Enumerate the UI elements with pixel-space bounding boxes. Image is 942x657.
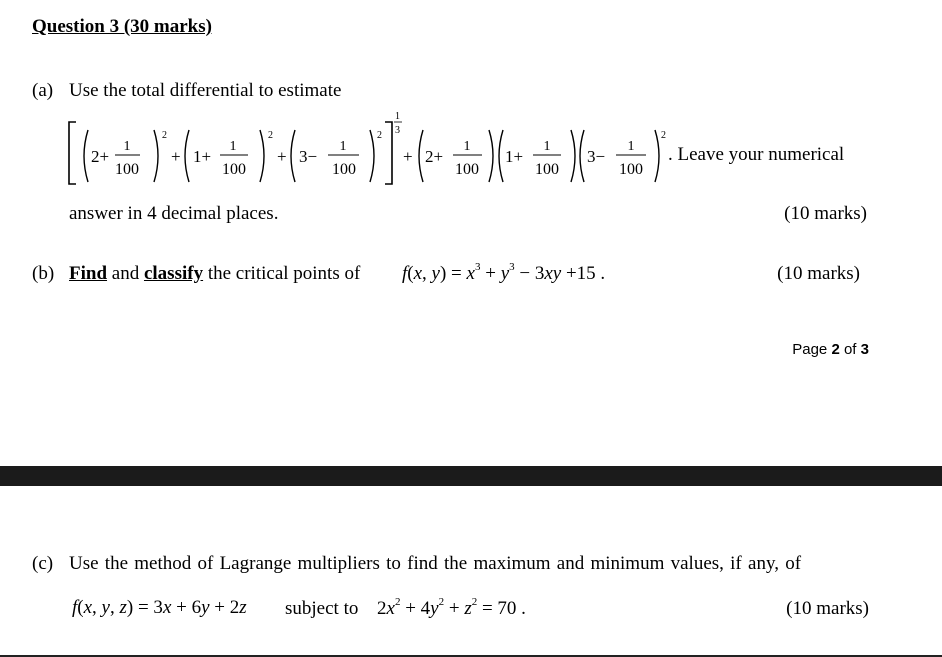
- prod1-num: 1: [463, 139, 471, 154]
- part-a-intro: Use the total differential to estimate: [69, 80, 342, 101]
- term1-exp: 2: [162, 130, 167, 141]
- part-a-expression: [62, 108, 672, 188]
- term3-den: 100: [332, 161, 356, 178]
- part-b-text: [69, 263, 360, 285]
- of-word: of: [843, 341, 857, 358]
- plus-3: +: [403, 147, 413, 166]
- and-word: and: [111, 263, 140, 284]
- page-total: 3: [860, 341, 869, 358]
- term1-num: 1: [123, 139, 131, 154]
- prod3-den: 100: [619, 161, 643, 178]
- page-current: 2: [831, 341, 840, 358]
- part-a-cont: answer in 4 decimal places.: [69, 203, 279, 224]
- term2-num: 1: [229, 139, 237, 154]
- part-b-label: (b): [32, 263, 55, 284]
- prod2-num: 1: [543, 139, 551, 154]
- part-b-marks: (10 marks): [777, 263, 860, 284]
- term1-den: 100: [115, 161, 139, 178]
- plus-1: +: [171, 147, 181, 166]
- prod1-den: 100: [455, 161, 479, 178]
- outer-exp-num: 1: [395, 111, 400, 122]
- prod3-num: 1: [627, 139, 635, 154]
- outer-exp-den: 3: [395, 125, 400, 136]
- term3-base: 3−: [299, 147, 318, 166]
- part-b-rest: the critical points of: [207, 263, 361, 284]
- part-c-text: Use the method of Lagrange multipliers to find the maximum and minimum values, if any, of: [69, 553, 802, 574]
- prod2-base: 1+: [505, 147, 524, 166]
- part-c-subject: subject to: [285, 598, 359, 619]
- classify-word: classify: [143, 263, 204, 284]
- question-title: Question 3 (30 marks): [32, 16, 212, 37]
- prod3-exp: 2: [661, 130, 666, 141]
- page-separator: [0, 466, 942, 486]
- page-word: Page: [792, 341, 828, 358]
- prod3-base: 3−: [587, 147, 606, 166]
- part-c-label: (c): [32, 553, 54, 574]
- term1-base: 2+: [91, 147, 110, 166]
- term3-num: 1: [339, 139, 347, 154]
- term2-den: 100: [222, 161, 246, 178]
- part-c-function: f(x, y, z) = 3x + 6y + 2z: [72, 597, 247, 618]
- part-a-tail: . Leave your numerical: [668, 144, 845, 165]
- find-word: Find: [69, 263, 108, 284]
- prod1-base: 2+: [425, 147, 444, 166]
- part-a-label: (a): [32, 80, 54, 101]
- part-c-constraint: $2x^2 + 4y^2 + z^2 = 70$ .: [377, 596, 526, 619]
- term3-exp: 2: [377, 130, 382, 141]
- plus-2: +: [277, 147, 287, 166]
- page-footer: [792, 341, 869, 358]
- term2-exp: 2: [268, 130, 273, 141]
- part-a-marks: (10 marks): [784, 203, 867, 224]
- term2-base: 1+: [193, 147, 212, 166]
- part-c-marks: (10 marks): [786, 598, 869, 619]
- prod2-den: 100: [535, 161, 559, 178]
- part-b-function: f(x, $y) = x^3 + y^3 - 3xy +15$ .: [402, 261, 606, 284]
